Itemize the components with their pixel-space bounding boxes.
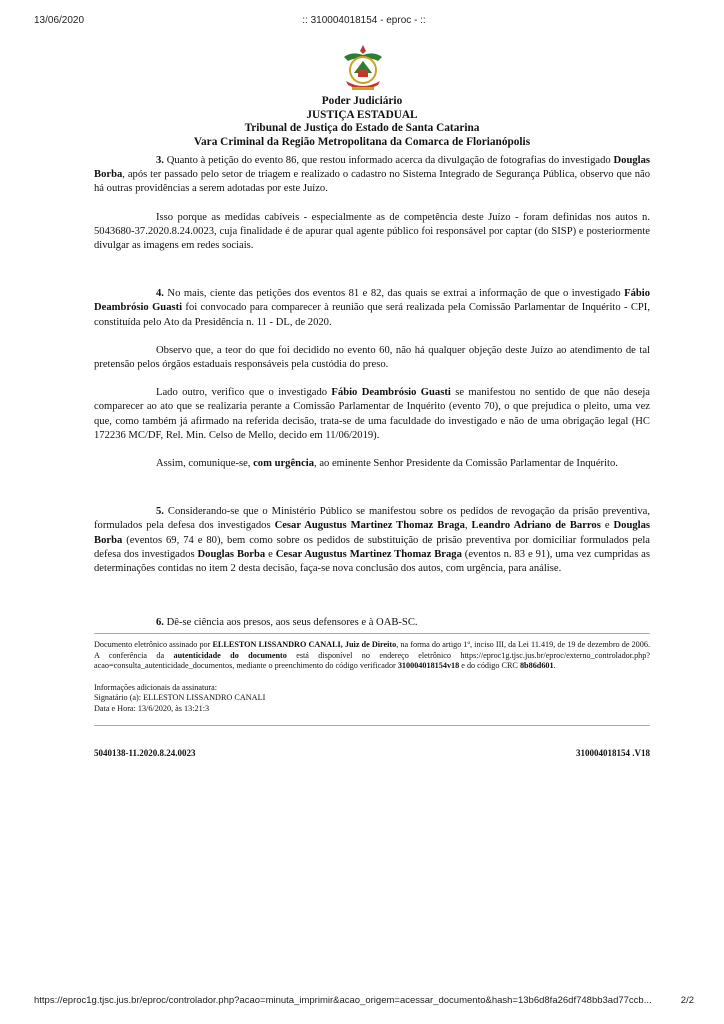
text: (eventos n. 83 e 91), uma vez cumpridas as determinações contidas no item 2 desta decisão, faça-se nova conclusão dos autos, com urgência, para análise. [94,548,650,575]
signature-signer: Signatário (a): ELLESTON LISSANDRO CANALI [94,693,266,703]
text: Documento eletrônico assinado por [94,640,213,649]
paragraph-5 [94,505,650,576]
process-number: 5040138-11.2020.8.24.0023 [94,748,196,758]
name-bold: Douglas Borba [94,155,650,181]
signature-info-title: Informações adicionais da assinatura: [94,682,217,692]
item-number: 6. [156,617,164,629]
text: Considerando-se que o Ministério Público se manifestou sobre os pedidos de revogação da prisão preventiva, formulados pela defesa dos investigados [94,506,650,532]
name-bold: Leandro Adriano de Barros [471,520,601,532]
text: e [265,548,276,560]
text: e [600,520,614,532]
name-bold: Fábio Deambrósio Guasti [331,387,451,399]
signer-bold: ELLESTON LISSANDRO CANALI, Juiz de Direito [212,640,397,649]
paragraph-4-4 [94,457,650,471]
crc-code: 8b86d601 [519,661,554,671]
text: e do código CRC [459,661,520,671]
text: No mais, ciente das petições dos eventos 81 e 82, das quais se extrai a informação de que o investigado [163,288,625,300]
paragraph-4-2: Observo que, a teor do que foi decidido no evento 60, não há qualquer objeção deste Juízo ao atendimento de tal pretensão pelos órgãos estaduais responsáveis pela custódia do preso. [94,344,650,371]
name-bold: Fábio Deambrósio Guasti [94,288,650,314]
header-line-tribunal: Tribunal de Justiça do Estado de Santa Catarina [244,122,480,134]
name-bold: Cesar Augustus Martinez Thomaz Braga [275,548,462,560]
header-line-justica: JUSTIÇA ESTADUAL [306,108,418,121]
name-bold: Cesar Augustus Martinez Thomaz Braga [274,520,465,532]
item-number: 5. [156,506,164,518]
urgency-bold: com urgência [253,458,315,470]
item-number: 3. [156,155,164,166]
header-line-vara: Vara Criminal da Região Metropolitana da Comarca de Florianópolis [193,135,531,148]
verifier-code: 310004018154v18 [397,661,460,671]
electronic-signature-block [94,633,650,715]
paragraph-3 [94,154,650,197]
print-title: :: 310004018154 - eproc - :: [302,15,426,26]
paragraph-3-2: Isso porque as medidas cabíveis - especialmente as de competência deste Juízo - foram definidas nos autos n. 5043680-37.2020.8.24.0023, cuja finalidade é de apurar qual agente público foi responsável por captar (do SISP) e posteriormente divulgar as imagens em redes sociais. [94,211,650,252]
santa-catarina-coat-of-arms-icon [340,43,386,93]
header-line-poder: Poder Judiciário [321,95,403,107]
name-bold: Douglas Borba [197,548,266,560]
text: Lado outro, verifico que o investigado [156,387,332,399]
text: , ao eminente Senhor Presidente da Comissão Parlamentar de Inquérito. [314,458,618,470]
signature-info [94,683,650,715]
text: está disponível no endereço eletrônico https://eproc1g.tjsc.jus.br/eproc/externo_controlador.php?acao=consulta_autenticidade_documentos, mediante o preenchimento do código verificador [94,650,650,671]
text: , [464,520,472,532]
text: Assim, comunique-se, [156,458,254,470]
text: , após ter passado pelo setor de triagem e realizado o cadastro no Sistema Integrado de Segurança Pública, observo que não há outras providências a serem adotadas por este Juízo. [94,169,650,195]
document-header [90,95,634,149]
print-date: 13/06/2020 [34,15,85,26]
text: Dê-se ciência aos presos, aos seus defensores e à OAB-SC. [163,617,418,629]
name-bold: Douglas Borba [94,520,651,546]
text: (eventos 69, 74 e 80), bem como sobre os pedidos de substituição de prisão preventiva por domiciliar formulados pela defesa dos investigados [94,534,650,560]
divider [94,725,650,726]
text: . [553,661,556,671]
page-number: 2/2 [680,995,694,1006]
text: , na forma do artigo 1º, inciso III, da Lei 11.419, de 19 de dezembro de 2006. A conferência da [94,640,650,660]
paragraph-4 [94,287,650,330]
paragraph-4-3 [94,386,650,443]
text: se manifestou no sentido de que não deseja comparecer ao ato que se realizaria perante a Comissão Parlamentar de Inquérito (evento 70), o que prejudica o pleito, uma vez que, como também já afirmado na referida decisão, trata-se de uma faculdade do investigado e não de uma obrigação legal (HC 172236 MC/DF, Rel. Min. Celso de Mello, decido em 11/06/2019). [94,387,650,441]
signature-statement [94,640,650,672]
text: foi convocado para comparecer à reunião que será realizada pela Comissão Parlamentar de Inquérito - CPI, constituída pelo Ato da Presidência n. 11 - DL, de 2020. [94,302,650,328]
paragraph-6 [94,616,650,630]
signature-datetime: Data e Hora: 13/6/2020, às 13:21:3 [94,703,210,713]
item-number: 4. [156,288,164,300]
document-version: 310004018154 .V18 [576,748,650,758]
text: Quanto à petição do evento 86, que restou informado acerca da divulgação de fotografias do investigado [163,155,614,166]
decision-body [94,154,650,630]
authenticity-bold: autenticidade do documento [173,650,287,660]
print-url: https://eproc1g.tjsc.jus.br/eproc/controlador.php?acao=minuta_imprimir&acao_origem=acessar_documento&hash=13b6d8fa26df748bb3ad77ccb... [34,995,652,1006]
